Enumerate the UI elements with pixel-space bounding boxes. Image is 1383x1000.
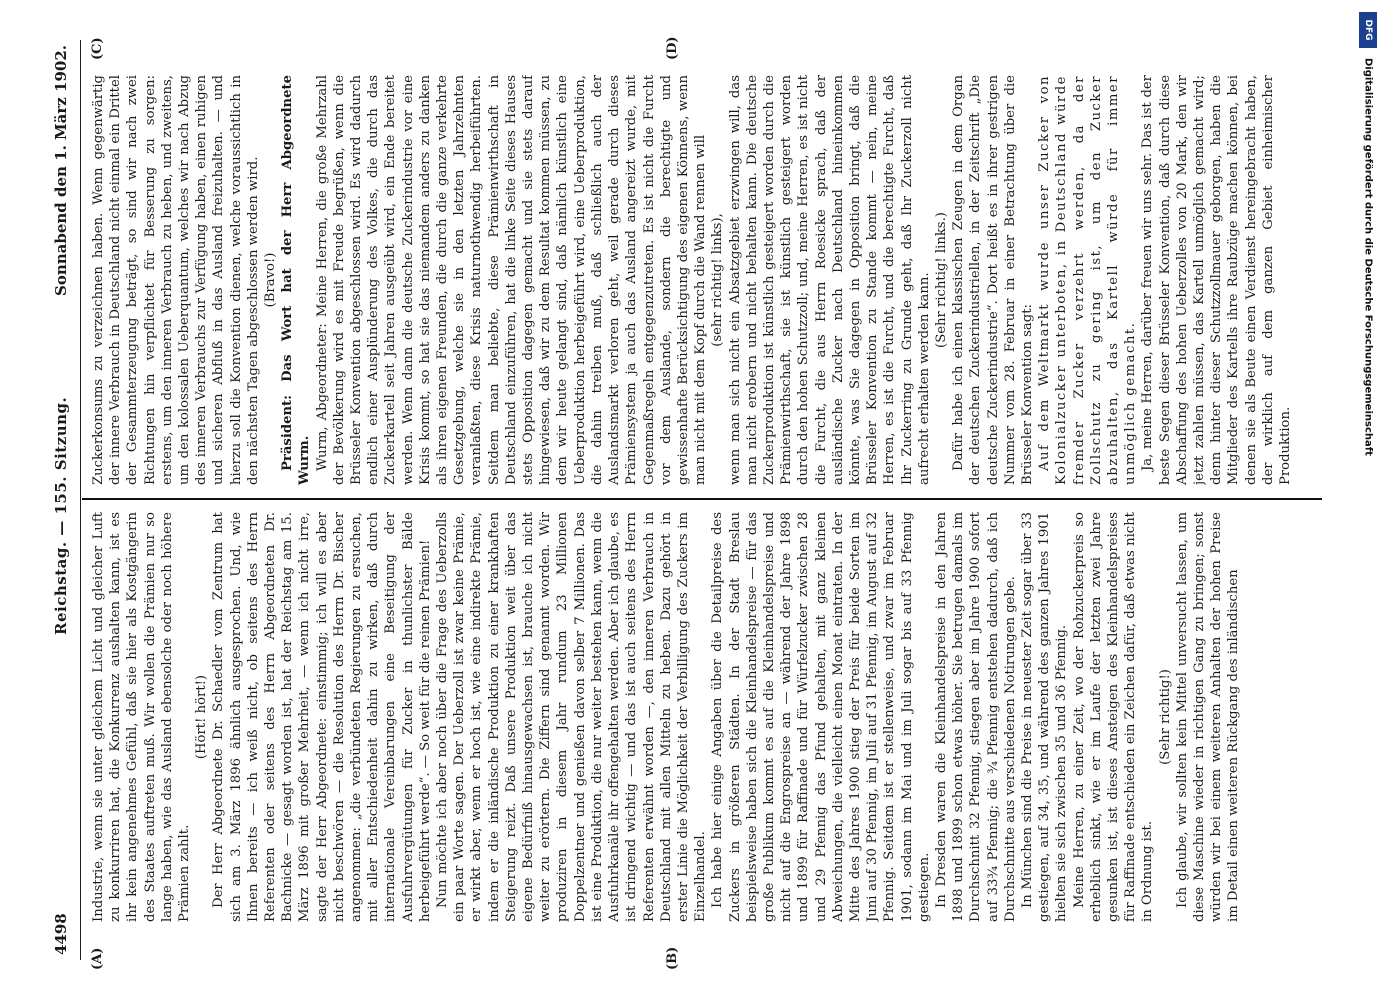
paragraph: In München sind die Preise in neuester Zeit sogar über 33 gestiegen, auf 34, 35, und während des ganzen Jahres 1901 hielten sie sich zwischen 35 und 36 Pfennig. xyxy=(1019,512,1070,922)
paragraph: Ich glaube, wir sollten kein Mittel unversucht lassen, um diese Maschine wieder in richtigen Gang zu bringen; sonst würden wir bei einem weiteren Anhalten der hohen Preise im Detail einen weiteren Rückgang des inländischen xyxy=(1174,512,1242,922)
running-title: Reichstag. — 155. Sitzung. xyxy=(52,396,70,635)
interjection: (Sehr richtig!) xyxy=(1157,669,1173,765)
digitization-credit xyxy=(1355,10,1381,970)
margin-marker-c: (C) xyxy=(90,37,105,60)
column-divider xyxy=(82,498,1322,500)
dfg-logo: DFG xyxy=(1359,12,1377,48)
left-column xyxy=(90,512,1315,922)
paragraph: Dafür habe ich einen klassischen Zeugen in dem Organ der deutschen Zuckerindustriellen, in der Zeitschrift „Die deutsche Zuckerindustrie“. Dort heißt es in ihrer gestrigen Nummer vom 28. Februar in einer Betrachtung über die Brüsseler Konvention sagt: xyxy=(951,75,1035,485)
quotation: Auf dem Weltmarkt wurde unser Zucker von Kolonialzucker unterboten, in Deutschland würde fremder Zucker verzehrt werden, da der Zollschutz zu gering ist, um den Zucker abzuhalten, das Kartell würde für immer unmöglich gemacht. xyxy=(1037,75,1139,485)
margin-marker-a: (A) xyxy=(90,947,105,970)
page-header xyxy=(52,45,78,955)
page-number: 4498 xyxy=(52,913,70,955)
credit-text: Digitalisierung gefördert durch die Deutsche Forschungsgemeinschaft xyxy=(1362,58,1374,456)
paragraph: wenn man sich nicht ein Absatzgebiet erzwingen will, das man nicht erobern und nicht behalten kann. Die deutsche Zuckerproduktion ist künstlich gesteigert worden durch die Prämienwirthschaft, sie ist künstlich gesteigert worden durch den hohen Schutzzoll; und, meine Herren, es ist nicht die Furcht, die aus Herrn Roesicke sprach, daß der ausländische Zucker nach Deutschland hineinkommen könnte, was Sie dagegen in Opposition bringt, daß die Brüsseler Konvention zu Stande kommt — nein, meine Herren, es ist die Furcht, und die berechtigte Furcht, daß Ihr Zuckerring zu Grunde geht, daß Ihr Zuckerzoll nicht aufrecht erhalten werden kann. xyxy=(727,75,932,485)
paragraph: Nun möchte ich aber noch über die Frage des Ueberzolls ein paar Worte sagen. Der Ueberzoll ist zwar keine Prämie, er wirkt aber, wenn er hoch ist, wie eine indirekte Prämie, indem er die inländische Produktion zu einer krankhaften Steigerung reizt. Daß unsere Produktion weit über das eigene Bedürfniß hinausgewachsen ist, brauche ich nicht weiter zu erörtern. Die Ziffern sind genannt worden. Wir produziren in diesem Jahr rundum 23 Millionen Doppelzentner und genießen davon selber 7 Millionen. Das ist eine Produktion, die nur weiter bestehen kann, wenn die Ausfuhrkanäle ihr offengehalten werden. Aber ich glaube, es ist dringend wichtig — und das ist auch seitens des Herrn Referenten erwähnt worden —, den inneren Verbrauch in Deutschland mit allen Mitteln zu heben. Dazu gehört in erster Linie die Möglichkeit der Verbilligung des Zuckers im Einzelhandel. xyxy=(435,512,709,922)
paragraph: Meine Herren, zu einer Zeit, wo der Rohzuckerpreis so erheblich sinkt, wie er im Laufe der letzten zwei Jahre gesunken ist, ist dieses Ansteigen des Kleinhandelspreises für Raffinade entschieden ein Zeichen dafür, daß etwas nicht in Ordnung ist. xyxy=(1071,512,1156,922)
paragraph: Industrie, wenn sie unter gleichem Licht und gleicher Luft zu konkurriren hat, die Konkurrenz aushalten kann, ist es ihr kein angenehmes Gefühl, daß sie hier als Kostgängerin des Staates auftreten muß. Wir wollen die Prämien nur so lange haben, wie das Ausland ebensolche oder noch höhere Prämien zahlt. xyxy=(91,512,193,922)
paragraph: In Dresden waren die Kleinhandelspreise in den Jahren 1898 und 1899 schon etwas höher. Sie betrugen damals im Durchschnitt 32 Pfennig, stiegen aber im Jahre 1900 sofort auf 33¾ Pfennig; die ¾ Pfennig entstehen dadurch, daß ich Durchschnitte aus verschiedenen Notirungen gebe. xyxy=(933,512,1018,922)
interjection: (Bravo!) xyxy=(263,252,279,308)
paragraph: Der Herr Abgeordnete Dr. Schaedler vom Zentrum hat sich am 3. März 1896 ähnlich ausgesprochen. Und, wie Ihnen bereits — ich weiß nicht, ob seitens des Herrn Referenten oder seitens des Herrn Abgeordneten Dr. Bachnicke — gesagt worden ist, hat der Reichstag am 15. März 1896 mit großer Mehrheit, — wenn ich nicht irre, sagte der Herr Abgeordnete: einstimmig; ich will es aber nicht beschwören — die Resolution des Herrn Dr. Bischer angenommen: „die verbündeten Regierungen zu ersuchen, mit aller Entschiedenheit dahin zu wirken, daß durch internationale Vereinbarungen eine Beseitigung der Ausfuhrvergütungen für Zucker in thunlichster Bälde herbeigeführt werde“. — So weit für die reinen Prämien! xyxy=(211,512,433,922)
session-date: Sonnabend den 1. März 1902. xyxy=(52,45,70,296)
interjection: (Hört! hört!) xyxy=(194,674,210,760)
interjection: (sehr richtig! links), xyxy=(710,213,726,347)
paragraph: Ja, meine Herren, darüber freuen wir uns sehr. Das ist der beste Segen dieser Brüsseler Konvention, daß durch diese Abschaffung des hohen Ueberzolles von 20 Mark, den wir jetzt zahlen müssen, das Kartell unmöglich gemacht wird; denn hinter dieser Schutzzollmauer geborgen, haben die Mitglieder des Kartells ihre Raubzüge machen können, bei denen sie als Beute einen Verdienst hereingebracht haben, der wirklich auf dem ganzen Gebiet einheimischer Produktion. xyxy=(1140,75,1294,485)
paragraph: Zuckerkonsums zu verzeichnen haben. Wenn gegenwärtig der innere Verbrauch in Deutschland nicht einmal ein Drittel der Gesammterzeugung beträgt, so sind wir nach zwei Richtungen hin verpflichtet für Besserung zu sorgen: erstens, um den inneren Verbrauch zu heben, und zweitens, um den kolossalen Ueberquantum, welches wir nach Abzug des inneren Verbrauchs zur Verfügung haben, einen ruhigen und sicheren Abfluß in das Ausland freizuhalten. — und hierzu soll die Konvention dienen, welche voraussichtlich in den nächsten Tagen abgeschlossen werden wird. xyxy=(91,75,261,485)
margin-marker-d: (D) xyxy=(665,36,680,60)
interjection: (Sehr richtig! links.) xyxy=(933,212,949,348)
header-rule xyxy=(80,40,81,960)
paragraph: Ich habe hier einige Angaben über die Detailpreise des Zuckers in größeren Städten. In der Stadt Breslau beispielsweise haben sich die Kleinhandelspreise — für das große Publikum kommt es auf die Kleinhandelspreise und nicht auf die Engrospreise an — während der Jahre 1898 und 1899 für Raffinade und für Würfelzucker zwischen 28 und 29 Pfennig das Pfund gehalten, mit ganz kleinen Abweichungen, die vielleicht einen Monat eintraten. In der Mitte des Jahres 1900 stieg der Preis für beide Sorten im Juni auf 30 Pfennig, im Juli auf 31 Pfennig, im August auf 32 Pfennig. Seitdem ist er stellenweise, und zwar im Februar 1901, sodann im Mai und im Juli sogar bis auf 33 Pfennig gestiegen. xyxy=(710,512,932,922)
speaker-paragraph: Wurm, Abgeordneter: Meine Herren, die große Mehrzahl der Bevölkerung wird es mit Freude begrüßen, wenn die Brüsseler Konvention abgeschlossen wird. Es wird dadurch endlich einer Ausplünderung des Volkes, die durch das Zuckerkartell seit Jahren ausgeübt wird, ein Ende bereitet werden. Wenn dann die deutsche Zuckerindustrie vor eine Krisis kommt, so hat sie das niemandem anders zu danken als ihren eigenen Freunden, die durch die ganze verkehrte Gesetzgebung, welche sie in den letzten Jahrzehnten veranlaßten, diese Krisis naturnothwendig herbeiführten. Seitdem man beliebte, diese Prämienwirthschaft in Deutschland einzuführen, hat die linke Seite dieses Hauses stets Opposition dagegen gemacht und sie stets darauf hingewiesen, daß wir zu dem Resultat kommen müssen, zu dem wir heute gelangt sind, daß nämlich künstlich eine Ueberproduktion herbeigeführt wird, eine Ueberproduktion, die dahin treiben muß, daß schließlich auch der Auslandsmarkt verloren geht, weil gerade durch dieses Prämiensystem ja auch das Ausland angereizt wurde, mit Gegenmaßregeln entgegenzutreten. Es ist nicht die Furcht vor dem Auslande, sondern die berechtigte und gewissenhafte Berücksichtigung des eigenen Könnens, wenn man nicht mit dem Kopf durch die Wand rennen will xyxy=(314,75,709,485)
right-column xyxy=(90,75,1315,485)
margin-marker-b: (B) xyxy=(665,946,680,970)
speaker-paragraph: Präsident: Das Wort hat der Herr Abgeordnete Wurm. xyxy=(280,75,313,485)
